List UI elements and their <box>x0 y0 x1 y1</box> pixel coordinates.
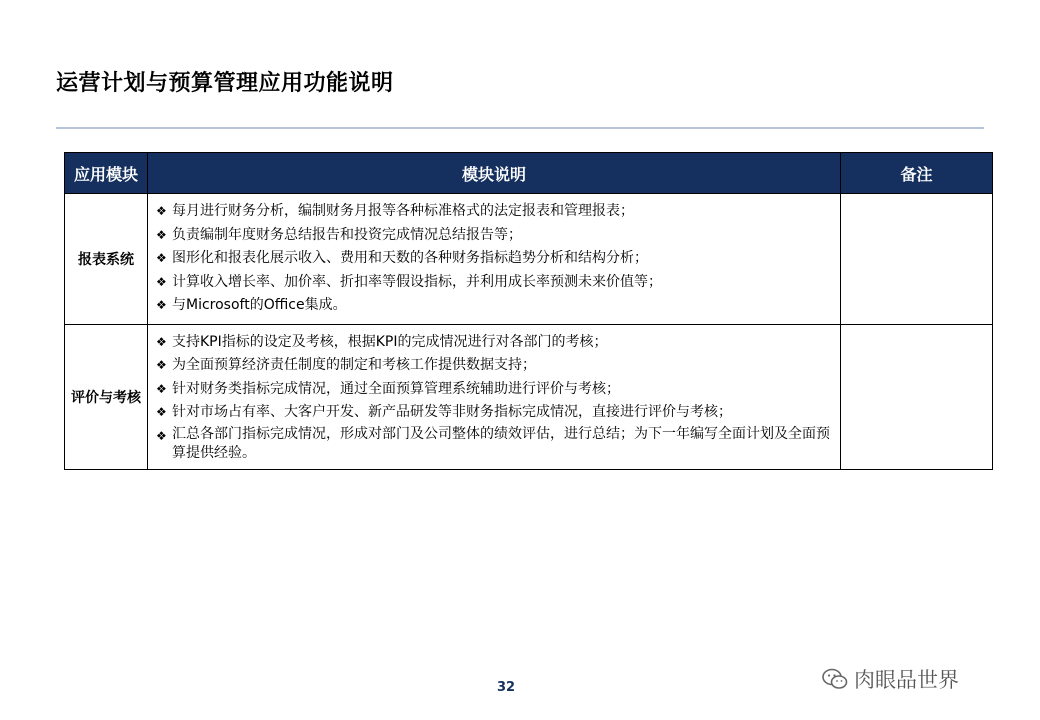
diamond-bullet-icon: ❖ <box>156 405 167 419</box>
diamond-bullet-icon: ❖ <box>156 334 167 349</box>
diamond-bullet-icon: ❖ <box>156 251 167 265</box>
diamond-bullet-icon: ❖ <box>156 358 167 372</box>
diamond-bullet-icon: ❖ <box>156 274 167 289</box>
title-divider <box>56 127 984 129</box>
list-item: ❖ 负责编制年度财务总结报告和投资完成情况总结报告等； <box>156 224 832 248</box>
list-item: ❖ 汇总各部门指标完成情况，形成对部门及公司整体的绩效评估，进行总结；为下一年编写全面计划及全面预算提供经验。 <box>156 425 830 461</box>
list-item: ❖ 支持KPI指标的设定及考核，根据KPI的完成情况进行对各部门的考核； <box>156 331 832 355</box>
list-item: ❖ 每月进行财务分析，编制财务月报等各种标准格式的法定报表和管理报表； <box>156 200 832 224</box>
list-item: ❖ 针对市场占有率、大客户开发、新产品研发等非财务指标完成情况，直接进行评价与考核； <box>156 401 832 425</box>
page-number: 32 <box>496 680 516 695</box>
watermark-text: 肉眼品世界 <box>854 668 959 692</box>
diamond-bullet-icon: ❖ <box>156 298 167 312</box>
list-item: ❖ 图形化和报表化展示收入、费用和天数的各种财务指标趋势分析和结构分析； <box>156 247 832 271</box>
module-cell: 报表系统 <box>65 194 148 325</box>
diamond-bullet-icon: ❖ <box>156 227 167 242</box>
header-description: 模块说明 <box>148 153 841 194</box>
table-header-row <box>65 153 993 194</box>
remark-cell <box>841 194 993 325</box>
watermark <box>822 664 959 694</box>
description-cell <box>148 324 841 469</box>
list-item: ❖ 针对财务类指标完成情况，通过全面预算管理系统辅助进行评价与考核； <box>156 378 832 402</box>
list-item: ❖ 为全面预算经济责任制度的制定和考核工作提供数据支持； <box>156 354 832 378</box>
header-remark: 备注 <box>841 153 993 194</box>
list-item: ❖ 计算收入增长率、加价率、折扣率等假设指标，并利用成长率预测未来价值等； <box>156 271 832 295</box>
wechat-icon <box>822 668 848 690</box>
diamond-bullet-icon: ❖ <box>156 381 167 396</box>
list-item: ❖ 与Microsoft的Office集成。 <box>156 294 832 318</box>
page-title: 运营计划与预算管理应用功能说明 <box>56 71 394 96</box>
table-row <box>65 194 993 325</box>
remark-cell <box>841 324 993 469</box>
function-table <box>64 152 993 470</box>
diamond-bullet-icon: ❖ <box>156 204 167 218</box>
header-module: 应用模块 <box>65 153 148 194</box>
table-row <box>65 324 993 469</box>
diamond-bullet-icon: ❖ <box>156 428 167 443</box>
module-cell: 评价与考核 <box>65 324 148 469</box>
description-cell <box>148 194 841 325</box>
